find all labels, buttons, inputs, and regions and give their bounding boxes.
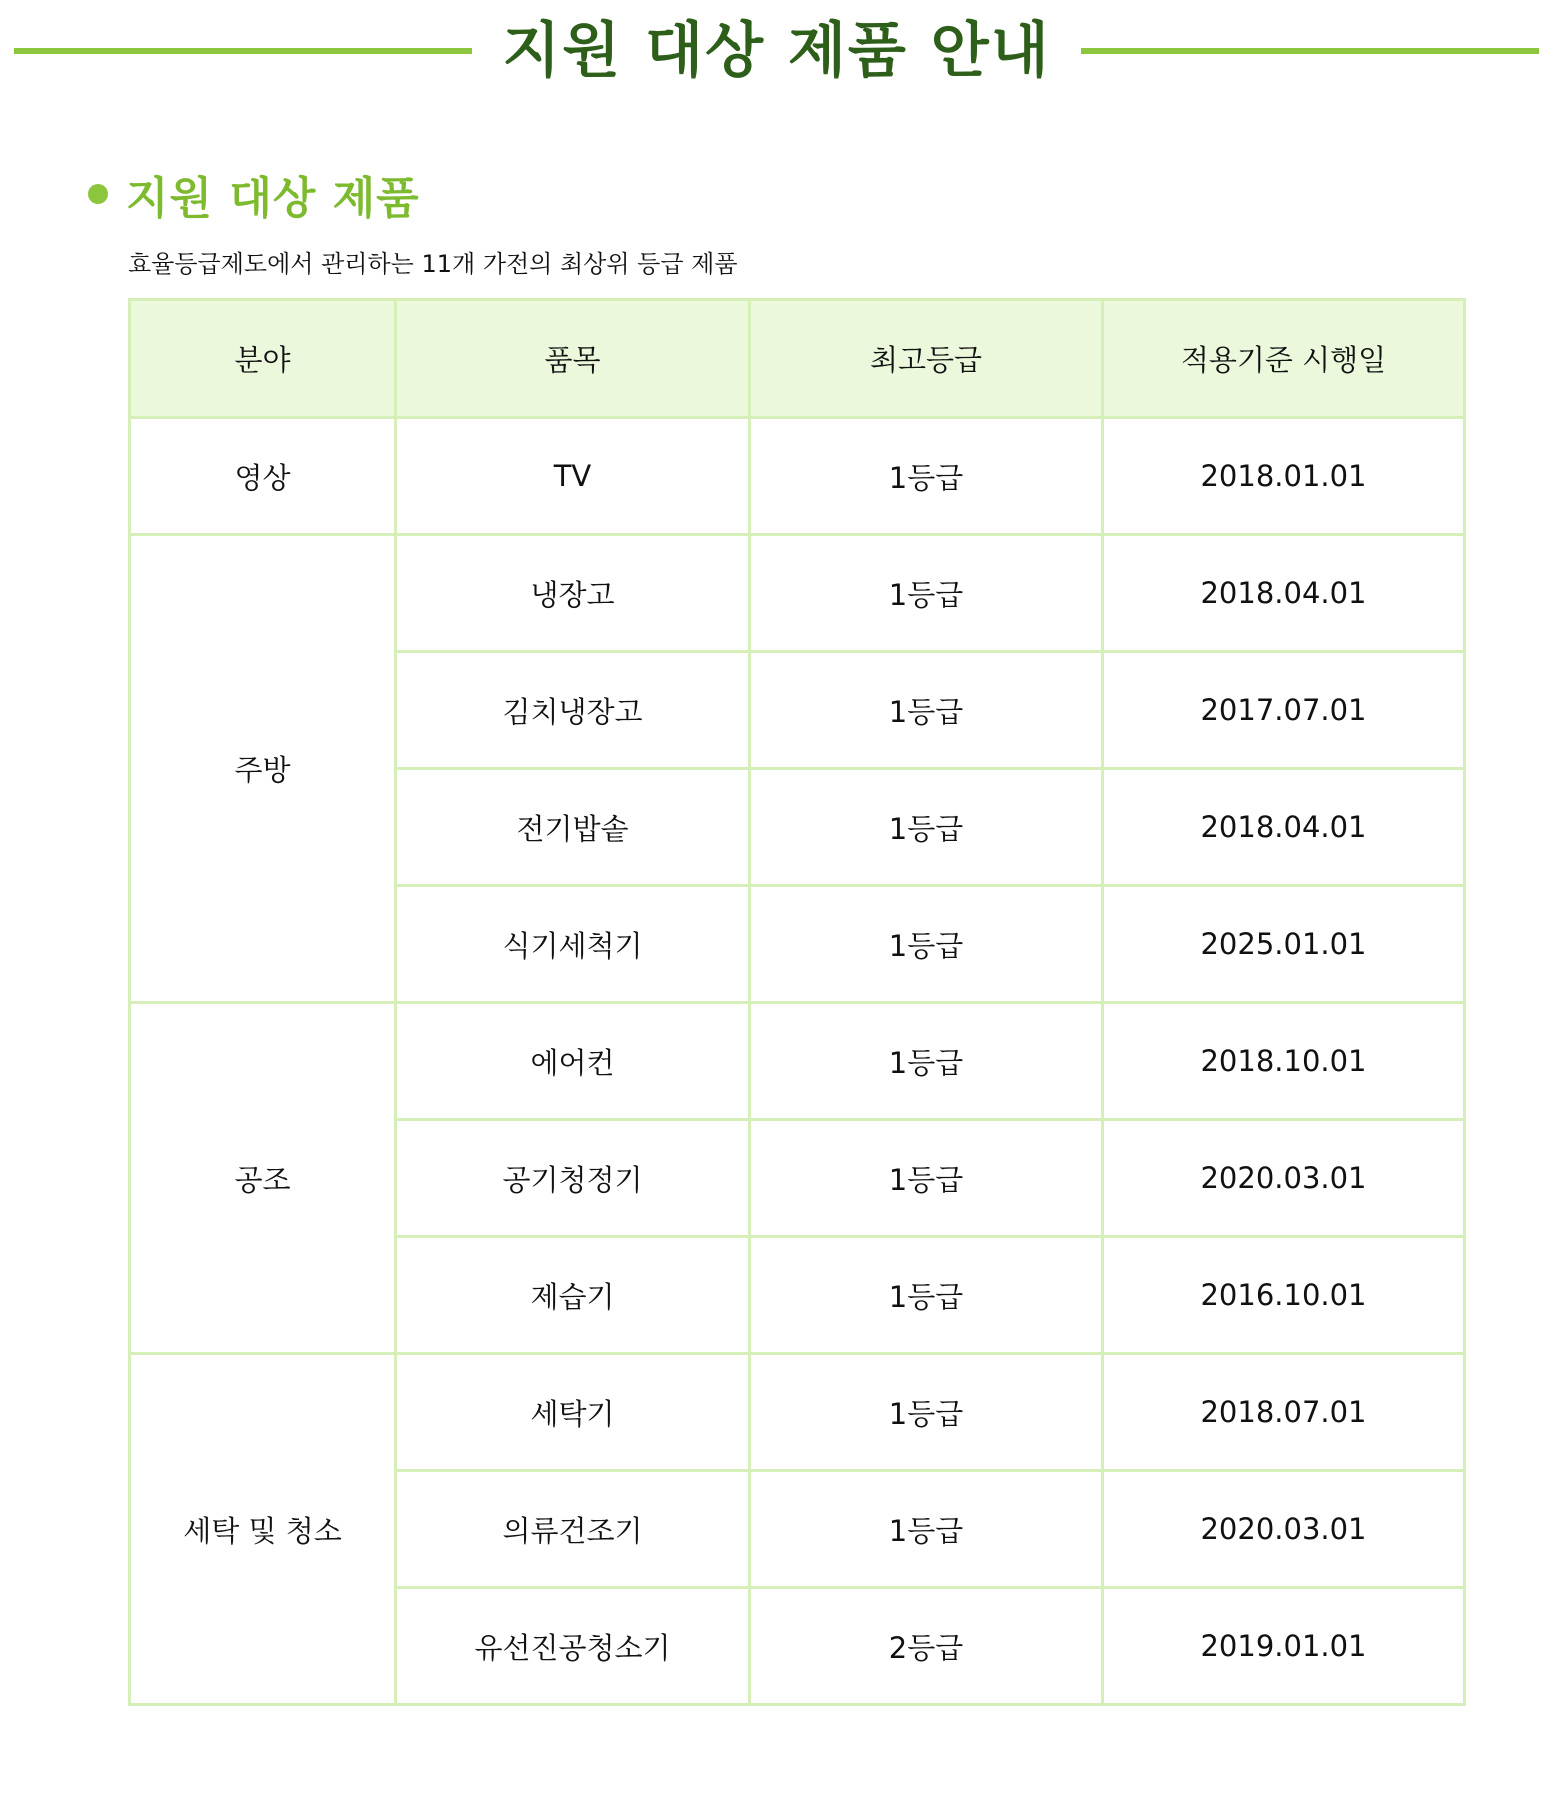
date-cell: 2018.01.01	[1103, 418, 1465, 535]
grade-cell: 1등급	[750, 1120, 1103, 1237]
date-cell: 2020.03.01	[1103, 1120, 1465, 1237]
item-cell: 세탁기	[396, 1354, 750, 1471]
table-row	[130, 1003, 1465, 1120]
grade-cell: 1등급	[750, 1354, 1103, 1471]
grade-cell: 1등급	[750, 1237, 1103, 1354]
item-cell: 제습기	[396, 1237, 750, 1354]
date-cell: 2016.10.01	[1103, 1237, 1465, 1354]
grade-cell: 1등급	[750, 1471, 1103, 1588]
header-item: 품목	[396, 300, 750, 418]
grade-cell: 1등급	[750, 418, 1103, 535]
field-cell: 세탁 및 청소	[130, 1354, 396, 1705]
item-cell: 김치냉장고	[396, 652, 750, 769]
grade-cell: 1등급	[750, 1003, 1103, 1120]
section-description: 효율등급제도에서 관리하는 11개 가전의 최상위 등급 제품	[128, 250, 738, 278]
field-cell: 영상	[130, 418, 396, 535]
product-table	[128, 298, 1466, 1706]
table-header-row	[130, 300, 1465, 418]
item-cell: 식기세척기	[396, 886, 750, 1003]
table-row	[130, 535, 1465, 652]
table-row	[130, 418, 1465, 535]
header-field: 분야	[130, 300, 396, 418]
item-cell: 에어컨	[396, 1003, 750, 1120]
grade-cell: 1등급	[750, 535, 1103, 652]
field-cell: 공조	[130, 1003, 396, 1354]
section-header	[88, 162, 420, 226]
bullet-dot-icon	[88, 184, 108, 204]
date-cell: 2018.04.01	[1103, 535, 1465, 652]
date-cell: 2018.10.01	[1103, 1003, 1465, 1120]
header-grade: 최고등급	[750, 300, 1103, 418]
date-cell: 2018.04.01	[1103, 769, 1465, 886]
grade-cell: 2등급	[750, 1588, 1103, 1705]
field-cell: 주방	[130, 535, 396, 1003]
item-cell: 유선진공청소기	[396, 1588, 750, 1705]
grade-cell: 1등급	[750, 769, 1103, 886]
date-cell: 2018.07.01	[1103, 1354, 1465, 1471]
banner-left-rule	[14, 48, 472, 54]
grade-cell: 1등급	[750, 652, 1103, 769]
page-title: 지원 대상 제품 안내	[502, 16, 1051, 86]
date-cell: 2017.07.01	[1103, 652, 1465, 769]
date-cell: 2020.03.01	[1103, 1471, 1465, 1588]
item-cell: 냉장고	[396, 535, 750, 652]
page-banner	[14, 12, 1539, 90]
item-cell: 의류건조기	[396, 1471, 750, 1588]
item-cell: 전기밥솥	[396, 769, 750, 886]
header-date: 적용기준 시행일	[1103, 300, 1465, 418]
banner-right-rule	[1081, 48, 1539, 54]
section-title: 지원 대상 제품	[126, 173, 420, 224]
item-cell: TV	[396, 418, 750, 535]
item-cell: 공기청정기	[396, 1120, 750, 1237]
date-cell: 2025.01.01	[1103, 886, 1465, 1003]
grade-cell: 1등급	[750, 886, 1103, 1003]
date-cell: 2019.01.01	[1103, 1588, 1465, 1705]
table-row	[130, 1354, 1465, 1471]
